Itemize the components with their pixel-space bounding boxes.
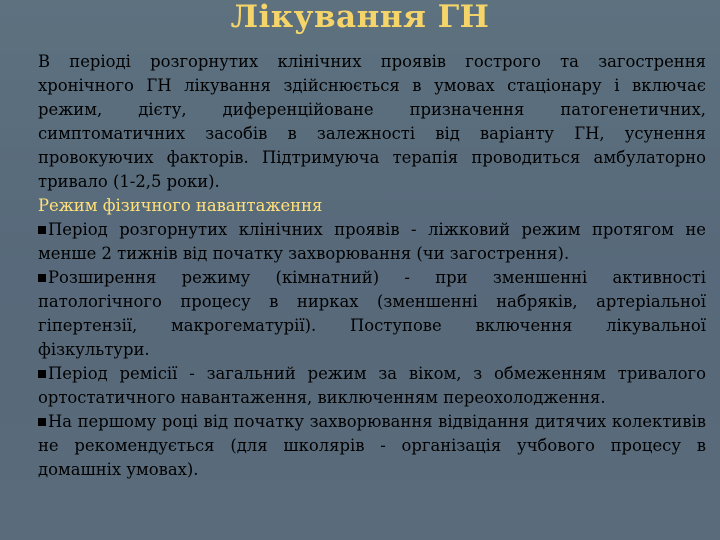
intro-paragraph: В періоді розгорнутих клінічних проявів гострого та загострення хронічного ГН лікування здійснюється в умовах стаціонару і включає режим, дієту, диференційоване призначення патогенетичних, симптоматичних засобів в залежності від варіанту ГН, усунення провокуючих факторів. Підтримуюча терапія проводиться амбулаторно тривало (1-2,5 роки). (38, 52, 706, 191)
bullet-item (38, 266, 706, 362)
bullet-text: Період розгорнутих клінічних проявів - ліжковий режим протягом не менше 2 тижнів від початку захворювання (чи загострення). (38, 220, 706, 263)
bullet-item (38, 362, 706, 410)
bullet-text: Розширення режиму (кімнатний) - при зменшенні активності патологічного процесу в нирках (зменшенні набряків, артеріальної гіпертензії, макрогематурії). Поступове включення лікувальної фізкультури. (38, 268, 706, 359)
slide-body (38, 50, 706, 482)
bullet-item (38, 410, 706, 482)
slide-title: Лікування ГН (230, 0, 490, 35)
square-bullet-icon (38, 274, 46, 282)
square-bullet-icon (38, 418, 46, 426)
bullet-item (38, 218, 706, 266)
bullet-text: На першому році від початку захворювання відвідання дитячих колективів не рекомендується (для школярів - організація учбового процесу в домашніх умовах). (38, 412, 706, 479)
square-bullet-icon (38, 226, 46, 234)
section-heading: Режим фізичного навантаження (38, 196, 323, 215)
bullet-text: Період ремісії - загальний режим за віком, з обмеженням тривалого ортостатичного навантаження, виключенням переохолодження. (38, 364, 706, 407)
square-bullet-icon (38, 370, 46, 378)
